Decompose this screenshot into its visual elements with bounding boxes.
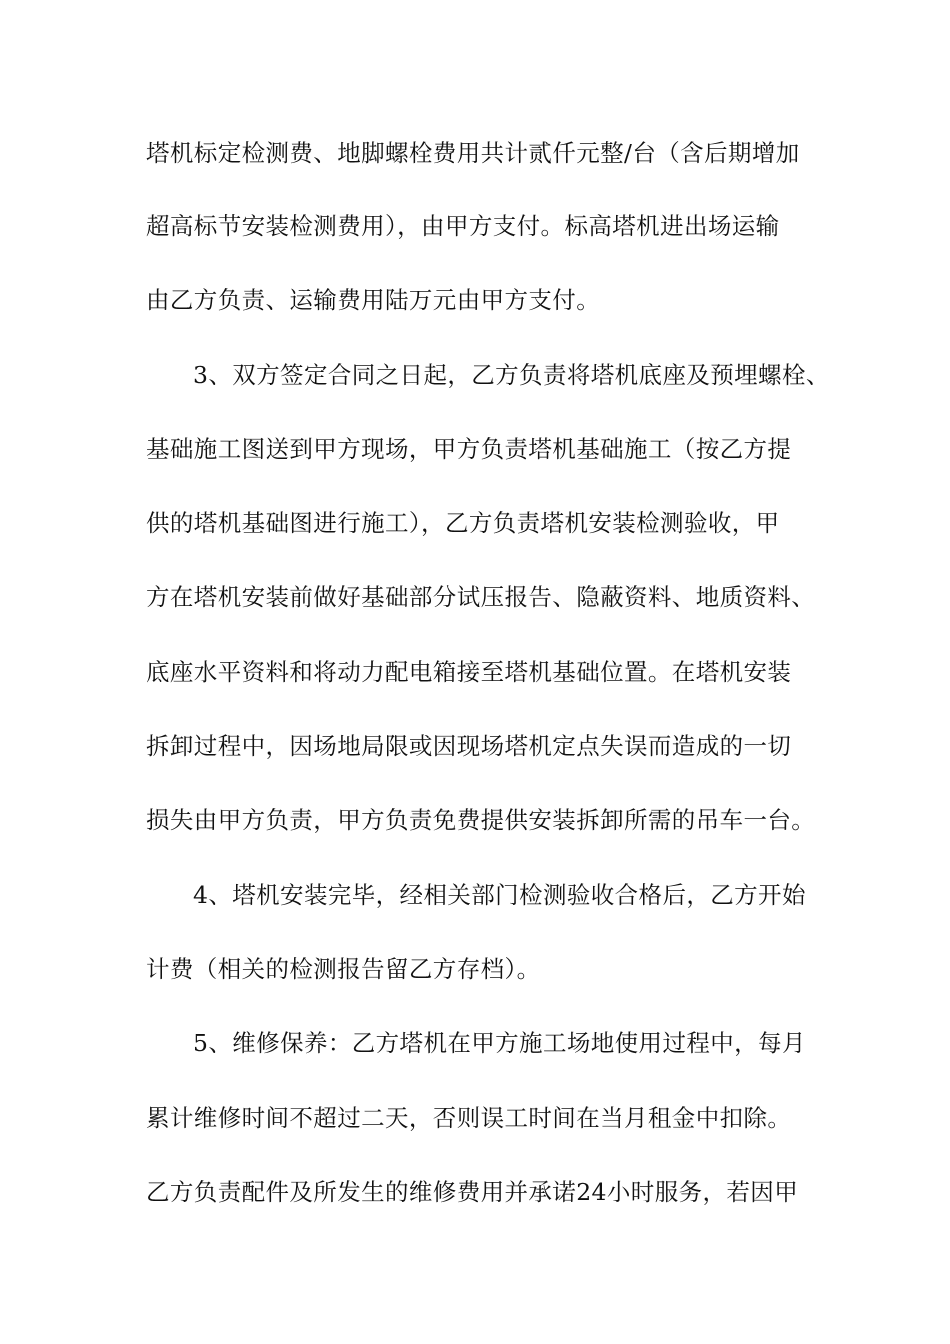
paragraph-5-start: 5、维修保养：乙方塔机在甲方施工场地使用过程中，每月: [193, 1029, 806, 1057]
text-line: 超高标节安装检测费用），由甲方支付。标高塔机进出场运输: [146, 212, 780, 240]
text-line: 基础施工图送到甲方现场，甲方负责塔机基础施工（按乙方提: [146, 435, 792, 463]
text-line: 由乙方负责、运输费用陆万元由甲方支付。: [146, 286, 601, 314]
text-line: 方在塔机安装前做好基础部分试压报告、隐蔽资料、地质资料、: [146, 583, 816, 611]
paragraph-3-start: 3、双方签定合同之日起，乙方负责将塔机底座及预埋螺栓、: [193, 361, 830, 389]
text-line: 损失由甲方负责，甲方负责免费提供安装拆卸所需的吊车一台。: [146, 806, 816, 834]
text-line: 累计维修时间不超过二天，否则误工时间在当月租金中扣除。: [146, 1104, 792, 1132]
text-line: 底座水平资料和将动力配电箱接至塔机基础位置。在塔机安装: [146, 658, 792, 686]
text-line: 拆卸过程中，因场地局限或因现场塔机定点失误而造成的一切: [146, 732, 792, 760]
text-line: 塔机标定检测费、地脚螺栓费用共计贰仟元整/台（含后期增加: [146, 139, 800, 167]
text-line: 供的塔机基础图进行施工），乙方负责塔机安装检测验收，甲: [146, 509, 780, 537]
text-line: 计费（相关的检测报告留乙方存档）。: [146, 955, 541, 983]
paragraph-4-start: 4、塔机安装完毕，经相关部门检测验收合格后，乙方开始: [193, 881, 806, 909]
text-line: 乙方负责配件及所发生的维修费用并承诺24小时服务，若因甲: [146, 1178, 799, 1206]
